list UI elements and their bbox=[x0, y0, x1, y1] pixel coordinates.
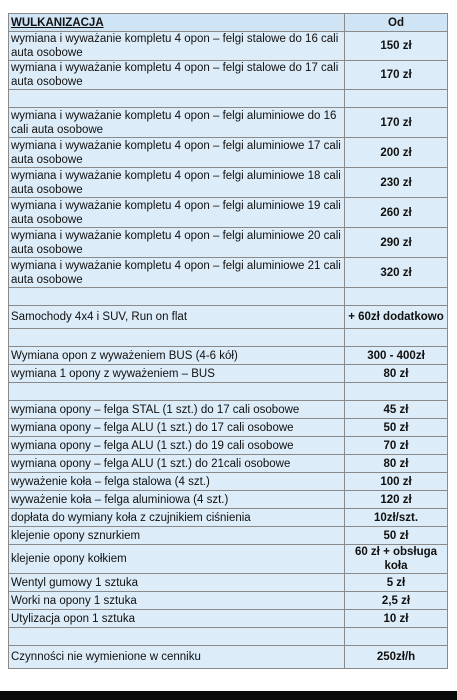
service-description: Czynności nie wymienione w cenniku bbox=[9, 646, 345, 669]
service-description: klejenie opony sznurkiem bbox=[9, 527, 345, 545]
price-row bbox=[9, 168, 448, 198]
service-price: 120 zł bbox=[345, 491, 448, 509]
price-row bbox=[9, 61, 448, 90]
service-price bbox=[345, 383, 448, 401]
service-price bbox=[345, 329, 448, 347]
service-price: 250zł/h bbox=[345, 646, 448, 669]
service-price: 10zł/szt. bbox=[345, 509, 448, 527]
bottom-edge-bar bbox=[0, 691, 457, 700]
price-row bbox=[9, 138, 448, 168]
service-description: Utylizacja opon 1 sztuka bbox=[9, 610, 345, 628]
service-description: wymiana i wyważanie kompletu 4 opon – felgi aluminiowe 17 cali auta osobowe bbox=[9, 138, 345, 168]
service-description: wymiana i wyważanie kompletu 4 opon – felgi stalowe do 16 cali auta osobowe bbox=[9, 32, 345, 61]
service-price: 10 zł bbox=[345, 610, 448, 628]
empty-row bbox=[9, 329, 448, 347]
service-description bbox=[9, 288, 345, 306]
service-description bbox=[9, 329, 345, 347]
service-price: 200 zł bbox=[345, 138, 448, 168]
service-price: 300 - 400zł bbox=[345, 347, 448, 365]
service-description: klejenie opony kołkiem bbox=[9, 545, 345, 574]
service-price: 170 zł bbox=[345, 108, 448, 138]
service-description: wymiana opony – felga ALU (1 szt.) do 21cali osobowe bbox=[9, 455, 345, 473]
service-price: 230 zł bbox=[345, 168, 448, 198]
service-description: wymiana i wyważanie kompletu 4 opon – felgi aluminiowe 21 cali auta osobowe bbox=[9, 258, 345, 288]
service-price: 45 zł bbox=[345, 401, 448, 419]
price-row bbox=[9, 473, 448, 491]
price-row bbox=[9, 306, 448, 329]
service-price bbox=[345, 628, 448, 646]
service-price: 50 zł bbox=[345, 527, 448, 545]
service-description: Worki na opony 1 sztuka bbox=[9, 592, 345, 610]
price-row bbox=[9, 610, 448, 628]
empty-row bbox=[9, 288, 448, 306]
service-price: 320 zł bbox=[345, 258, 448, 288]
service-description: wymiana i wyważanie kompletu 4 opon – felgi aluminiowe 19 cali auta osobowe bbox=[9, 198, 345, 228]
price-row bbox=[9, 347, 448, 365]
service-description: wymiana opony – felga ALU (1 szt.) do 19 cali osobowe bbox=[9, 437, 345, 455]
service-price: 50 zł bbox=[345, 419, 448, 437]
empty-row bbox=[9, 90, 448, 108]
price-row bbox=[9, 455, 448, 473]
service-description bbox=[9, 628, 345, 646]
service-price: 290 zł bbox=[345, 228, 448, 258]
service-description: wymiana i wyważanie kompletu 4 opon – felgi aluminiowe 18 cali auta osobowe bbox=[9, 168, 345, 198]
service-description: Wymiana opon z wyważeniem BUS (4-6 kół) bbox=[9, 347, 345, 365]
service-description: Wentyl gumowy 1 sztuka bbox=[9, 574, 345, 592]
service-price: 80 zł bbox=[345, 365, 448, 383]
price-row bbox=[9, 228, 448, 258]
price-row bbox=[9, 491, 448, 509]
price-row bbox=[9, 574, 448, 592]
price-row bbox=[9, 198, 448, 228]
service-price: 5 zł bbox=[345, 574, 448, 592]
service-description: Samochody 4x4 i SUV, Run on flat bbox=[9, 306, 345, 329]
price-row bbox=[9, 419, 448, 437]
service-price bbox=[345, 288, 448, 306]
price-row bbox=[9, 545, 448, 574]
price-row bbox=[9, 646, 448, 669]
price-row bbox=[9, 32, 448, 61]
price-row bbox=[9, 365, 448, 383]
service-description: wymiana 1 opony z wyważeniem – BUS bbox=[9, 365, 345, 383]
service-description: wyważenie koła – felga stalowa (4 szt.) bbox=[9, 473, 345, 491]
service-price: 70 zł bbox=[345, 437, 448, 455]
price-row bbox=[9, 258, 448, 288]
service-price: 100 zł bbox=[345, 473, 448, 491]
empty-row bbox=[9, 383, 448, 401]
service-price: 2,5 zł bbox=[345, 592, 448, 610]
price-column-header: Od bbox=[345, 14, 448, 32]
service-description bbox=[9, 90, 345, 108]
service-description: wymiana i wyważanie kompletu 4 opon – felgi stalowe do 17 cali auta osobowe bbox=[9, 61, 345, 90]
service-price: 80 zł bbox=[345, 455, 448, 473]
service-description: wymiana opony – felga STAL (1 szt.) do 17 cali osobowe bbox=[9, 401, 345, 419]
price-row bbox=[9, 527, 448, 545]
table-title: WULKANIZACJA bbox=[9, 14, 345, 32]
service-price: 60 zł + obsługa koła bbox=[345, 545, 448, 574]
service-description bbox=[9, 383, 345, 401]
service-price: 260 zł bbox=[345, 198, 448, 228]
service-description: wymiana i wyważanie kompletu 4 opon – felgi aluminiowe do 16 cali auta osobowe bbox=[9, 108, 345, 138]
service-price: 150 zł bbox=[345, 32, 448, 61]
empty-row bbox=[9, 628, 448, 646]
table-header bbox=[9, 14, 448, 32]
service-price: + 60zł dodatkowo bbox=[345, 306, 448, 329]
service-price bbox=[345, 90, 448, 108]
service-description: wyważenie koła – felga aluminiowa (4 szt.) bbox=[9, 491, 345, 509]
service-price: 170 zł bbox=[345, 61, 448, 90]
price-row bbox=[9, 437, 448, 455]
service-description: wymiana opony – felga ALU (1 szt.) do 17 cali osobowe bbox=[9, 419, 345, 437]
price-row bbox=[9, 108, 448, 138]
price-row bbox=[9, 592, 448, 610]
service-description: dopłata do wymiany koła z czujnikiem ciśnienia bbox=[9, 509, 345, 527]
price-row bbox=[9, 401, 448, 419]
price-list-table bbox=[8, 13, 448, 669]
service-description: wymiana i wyważanie kompletu 4 opon – felgi aluminiowe 20 cali auta osobowe bbox=[9, 228, 345, 258]
price-row bbox=[9, 509, 448, 527]
